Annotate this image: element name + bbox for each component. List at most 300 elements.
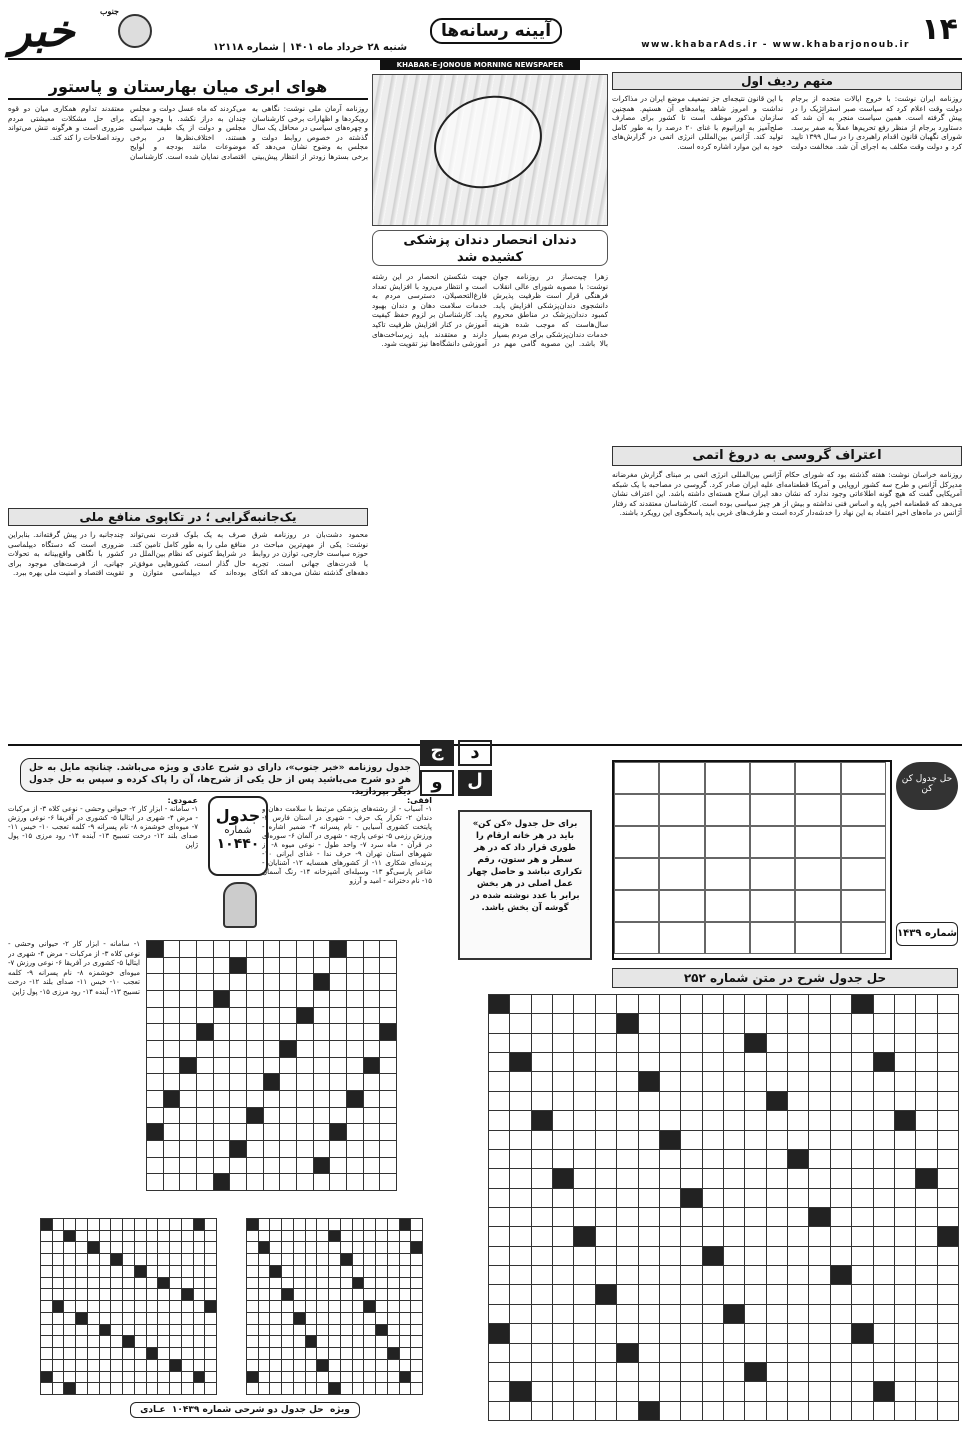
kenken-cell[interactable]: [750, 826, 795, 858]
grid-cell[interactable]: [296, 940, 314, 958]
grid-cell: [616, 1265, 638, 1285]
grid-cell[interactable]: [229, 1123, 247, 1141]
grid-cell[interactable]: [163, 1073, 181, 1091]
grid-cell[interactable]: [263, 973, 281, 991]
grid-cell[interactable]: [363, 1040, 381, 1058]
grid-cell[interactable]: [246, 1090, 264, 1108]
grid-cell[interactable]: [313, 1090, 331, 1108]
kenken-cell[interactable]: [795, 922, 840, 954]
grid-cell: [894, 1130, 916, 1150]
grid-cell[interactable]: [246, 940, 264, 958]
grid-cell[interactable]: [279, 973, 297, 991]
grid-cell[interactable]: [346, 1040, 364, 1058]
grid-cell[interactable]: [146, 1140, 164, 1158]
grid-cell[interactable]: [379, 957, 397, 975]
kenken-cell[interactable]: [659, 890, 704, 922]
grid-cell[interactable]: [146, 1073, 164, 1091]
kenken-cell[interactable]: [705, 890, 750, 922]
grid-cell[interactable]: [246, 1157, 264, 1175]
kenken-cell[interactable]: [750, 890, 795, 922]
grid-cell[interactable]: [363, 1007, 381, 1025]
grid-cell[interactable]: [346, 1107, 364, 1125]
grid-cell[interactable]: [213, 1090, 231, 1108]
grid-cell[interactable]: [329, 1123, 347, 1141]
kenken-cell[interactable]: [750, 762, 795, 794]
kenken-cell[interactable]: [795, 858, 840, 890]
grid-cell[interactable]: [279, 1023, 297, 1041]
grid-cell[interactable]: [363, 973, 381, 991]
grid-cell[interactable]: [179, 1157, 197, 1175]
website-urls[interactable]: www.khabarAds.ir - www.khabarjonoub.ir: [641, 40, 910, 50]
grid-cell[interactable]: [313, 1107, 331, 1125]
grid-cell[interactable]: [379, 1007, 397, 1025]
grid-cell[interactable]: [179, 1057, 197, 1075]
grid-cell[interactable]: [263, 1007, 281, 1025]
grid-cell[interactable]: [196, 1107, 214, 1125]
grid-cell: [680, 1149, 702, 1169]
grid-cell[interactable]: [213, 1140, 231, 1158]
kenken-cell[interactable]: [659, 794, 704, 826]
grid-cell: [808, 1188, 830, 1208]
grid-cell: [552, 1013, 574, 1033]
grid-cell[interactable]: [163, 1040, 181, 1058]
grid-cell[interactable]: [379, 1157, 397, 1175]
grid-cell[interactable]: [279, 1090, 297, 1108]
grid-cell[interactable]: [263, 1057, 281, 1075]
grid-cell[interactable]: [163, 1007, 181, 1025]
grid-cell[interactable]: [313, 1040, 331, 1058]
kenken-cell[interactable]: [705, 826, 750, 858]
grid-cell[interactable]: [179, 1007, 197, 1025]
grid-cell: [616, 1207, 638, 1227]
grid-cell[interactable]: [163, 1157, 181, 1175]
grid-cell[interactable]: [313, 1023, 331, 1041]
grid-cell[interactable]: [263, 957, 281, 975]
grid-cell[interactable]: [196, 1090, 214, 1108]
grid-cell[interactable]: [329, 990, 347, 1008]
grid-cell[interactable]: [279, 1123, 297, 1141]
grid-cell[interactable]: [246, 1107, 264, 1125]
grid-cell[interactable]: [313, 1173, 331, 1191]
grid-cell[interactable]: [146, 1057, 164, 1075]
grid-cell[interactable]: [329, 1157, 347, 1175]
grid-cell[interactable]: [229, 1107, 247, 1125]
grid-cell: [766, 1071, 788, 1091]
grid-cell[interactable]: [146, 957, 164, 975]
grid-cell: [509, 1207, 531, 1227]
grid-cell: [616, 1304, 638, 1324]
grid-cell[interactable]: [246, 1057, 264, 1075]
grid-cell[interactable]: [279, 957, 297, 975]
grid-cell[interactable]: [363, 1023, 381, 1041]
grid-cell[interactable]: [346, 940, 364, 958]
grid-cell[interactable]: [246, 1140, 264, 1158]
grid-cell[interactable]: [229, 1023, 247, 1041]
grid-cell[interactable]: [213, 1057, 231, 1075]
grid-cell[interactable]: [213, 1173, 231, 1191]
grid-cell[interactable]: [263, 1040, 281, 1058]
grid-cell[interactable]: [229, 1057, 247, 1075]
grid-cell[interactable]: [346, 1090, 364, 1108]
grid-cell: [509, 1304, 531, 1324]
grid-cell: [509, 1343, 531, 1363]
grid-cell[interactable]: [229, 940, 247, 958]
kenken-cell[interactable]: [705, 922, 750, 954]
grid-cell[interactable]: [296, 1123, 314, 1141]
grid-cell[interactable]: [379, 1023, 397, 1041]
grid-cell[interactable]: [146, 1173, 164, 1191]
grid-cell[interactable]: [213, 1023, 231, 1041]
kenken-cell[interactable]: [841, 762, 886, 794]
grid-cell[interactable]: [329, 940, 347, 958]
grid-cell[interactable]: [296, 1173, 314, 1191]
grid-cell: [894, 1013, 916, 1033]
grid-cell[interactable]: [163, 973, 181, 991]
grid-cell[interactable]: [229, 1090, 247, 1108]
grid-cell[interactable]: [263, 1090, 281, 1108]
ofoghi-heading: افقی:: [406, 796, 432, 805]
grid-cell[interactable]: [229, 1173, 247, 1191]
grid-cell[interactable]: [346, 990, 364, 1008]
grid-cell[interactable]: [246, 1173, 264, 1191]
grid-cell: [787, 1013, 809, 1033]
grid-cell[interactable]: [279, 990, 297, 1008]
grid-cell[interactable]: [296, 1007, 314, 1025]
grid-cell[interactable]: [263, 1023, 281, 1041]
grid-cell: [744, 1071, 766, 1091]
kenken-cell[interactable]: [614, 858, 659, 890]
kenken-cell[interactable]: [614, 794, 659, 826]
grid-cell[interactable]: [163, 940, 181, 958]
grid-cell[interactable]: [313, 1140, 331, 1158]
grid-cell[interactable]: [246, 990, 264, 1008]
grid-cell[interactable]: [163, 1107, 181, 1125]
grid-cell[interactable]: [329, 1090, 347, 1108]
grid-cell[interactable]: [146, 1090, 164, 1108]
grid-cell[interactable]: [163, 1140, 181, 1158]
grid-cell[interactable]: [279, 1007, 297, 1025]
grid-cell[interactable]: [246, 1073, 264, 1091]
grid-cell[interactable]: [163, 1123, 181, 1141]
grid-cell[interactable]: [263, 1123, 281, 1141]
grid-cell[interactable]: [313, 1007, 331, 1025]
grid-cell: [937, 1149, 959, 1169]
grid-cell[interactable]: [146, 940, 164, 958]
grid-cell[interactable]: [329, 1007, 347, 1025]
grid-cell[interactable]: [346, 1123, 364, 1141]
grid-cell[interactable]: [296, 1157, 314, 1175]
grid-cell: [873, 1091, 895, 1111]
grid-cell: [937, 1226, 959, 1246]
grid-cell[interactable]: [313, 990, 331, 1008]
grid-cell[interactable]: [196, 957, 214, 975]
grid-cell[interactable]: [296, 1040, 314, 1058]
grid-cell: [915, 1323, 937, 1343]
grid-cell[interactable]: [346, 1073, 364, 1091]
kenken-cell[interactable]: [659, 858, 704, 890]
grid-cell: [659, 1110, 681, 1130]
grid-cell[interactable]: [363, 1073, 381, 1091]
grid-cell[interactable]: [263, 1107, 281, 1125]
grid-cell[interactable]: [229, 1140, 247, 1158]
kenken-cell[interactable]: [795, 890, 840, 922]
grid-cell[interactable]: [379, 1040, 397, 1058]
grid-cell[interactable]: [329, 1173, 347, 1191]
grid-cell[interactable]: [296, 957, 314, 975]
kenken-cell[interactable]: [614, 890, 659, 922]
kenken-cell[interactable]: [841, 858, 886, 890]
grid-cell[interactable]: [379, 973, 397, 991]
grid-cell[interactable]: [179, 1107, 197, 1125]
grid-cell[interactable]: [346, 957, 364, 975]
grid-cell[interactable]: [196, 1040, 214, 1058]
grid-cell[interactable]: [246, 1023, 264, 1041]
grid-cell[interactable]: [229, 1157, 247, 1175]
grid-cell[interactable]: [363, 1157, 381, 1175]
grid-cell[interactable]: [329, 1023, 347, 1041]
grid-cell[interactable]: [196, 1123, 214, 1141]
grid-cell[interactable]: [329, 973, 347, 991]
grid-cell[interactable]: [379, 1140, 397, 1158]
grid-cell[interactable]: [296, 973, 314, 991]
grid-cell[interactable]: [179, 1090, 197, 1108]
grid-cell[interactable]: [313, 973, 331, 991]
grid-cell: [723, 1265, 745, 1285]
grid-cell[interactable]: [279, 1107, 297, 1125]
grid-cell[interactable]: [346, 973, 364, 991]
kenken-cell[interactable]: [705, 762, 750, 794]
grid-cell: [616, 1013, 638, 1033]
kenken-cell[interactable]: [795, 794, 840, 826]
grid-cell[interactable]: [146, 1107, 164, 1125]
grid-cell[interactable]: [379, 1057, 397, 1075]
kenken-cell[interactable]: [614, 762, 659, 794]
grid-cell[interactable]: [196, 1073, 214, 1091]
grid-cell[interactable]: [329, 1073, 347, 1091]
grid-cell[interactable]: [213, 1040, 231, 1058]
grid-cell[interactable]: [179, 1073, 197, 1091]
grid-cell[interactable]: [179, 957, 197, 975]
kenken-cell[interactable]: [750, 858, 795, 890]
grid-cell: [766, 1168, 788, 1188]
grid-cell[interactable]: [313, 957, 331, 975]
grid-cell[interactable]: [246, 973, 264, 991]
grid-cell[interactable]: [213, 1007, 231, 1025]
grid-cell[interactable]: [213, 1107, 231, 1125]
grid-cell[interactable]: [379, 1107, 397, 1125]
grid-cell[interactable]: [146, 1023, 164, 1041]
grid-cell[interactable]: [246, 1040, 264, 1058]
grid-cell[interactable]: [313, 1057, 331, 1075]
grid-cell[interactable]: [346, 1173, 364, 1191]
grid-cell[interactable]: [363, 1123, 381, 1141]
grid-cell[interactable]: [146, 1040, 164, 1058]
grid-cell[interactable]: [363, 940, 381, 958]
grid-cell[interactable]: [196, 990, 214, 1008]
grid-cell[interactable]: [379, 1173, 397, 1191]
kenken-cell[interactable]: [750, 794, 795, 826]
grid-cell[interactable]: [163, 1090, 181, 1108]
grid-cell[interactable]: [179, 940, 197, 958]
grid-cell[interactable]: [196, 1173, 214, 1191]
grid-cell[interactable]: [346, 1057, 364, 1075]
grid-cell[interactable]: [313, 1073, 331, 1091]
grid-cell[interactable]: [146, 1007, 164, 1025]
grid-cell[interactable]: [329, 1057, 347, 1075]
grid-cell[interactable]: [163, 1023, 181, 1041]
grid-cell[interactable]: [179, 1140, 197, 1158]
grid-cell[interactable]: [279, 1157, 297, 1175]
kenken-cell[interactable]: [659, 762, 704, 794]
grid-cell[interactable]: [379, 990, 397, 1008]
grid-cell[interactable]: [163, 1057, 181, 1075]
grid-cell[interactable]: [196, 1007, 214, 1025]
grid-cell[interactable]: [229, 957, 247, 975]
grid-cell: [531, 1149, 553, 1169]
grid-cell[interactable]: [146, 1157, 164, 1175]
grid-cell[interactable]: [196, 1140, 214, 1158]
grid-cell: [873, 1013, 895, 1033]
grid-cell[interactable]: [379, 1073, 397, 1091]
kenken-cell[interactable]: [841, 922, 886, 954]
grid-cell[interactable]: [313, 940, 331, 958]
grid-cell[interactable]: [179, 1040, 197, 1058]
grid-cell[interactable]: [246, 957, 264, 975]
grid-cell[interactable]: [146, 973, 164, 991]
grid-cell: [894, 1071, 916, 1091]
grid-cell[interactable]: [379, 940, 397, 958]
crossword-grid[interactable]: [146, 940, 396, 1190]
grid-cell[interactable]: [263, 990, 281, 1008]
grid-cell[interactable]: [296, 1107, 314, 1125]
grid-cell[interactable]: [363, 957, 381, 975]
grid-cell[interactable]: [196, 1057, 214, 1075]
grid-cell[interactable]: [229, 990, 247, 1008]
kenken-cell[interactable]: [795, 826, 840, 858]
grid-cell: [787, 1168, 809, 1188]
grid-cell[interactable]: [296, 990, 314, 1008]
grid-cell[interactable]: [179, 1123, 197, 1141]
grid-cell: [873, 1265, 895, 1285]
grid-cell[interactable]: [329, 1040, 347, 1058]
grid-cell[interactable]: [213, 1157, 231, 1175]
grid-cell[interactable]: [163, 1173, 181, 1191]
grid-cell[interactable]: [263, 940, 281, 958]
grid-cell[interactable]: [213, 940, 231, 958]
grid-cell[interactable]: [363, 1057, 381, 1075]
grid-cell[interactable]: [379, 1090, 397, 1108]
kenken-cell[interactable]: [841, 890, 886, 922]
grid-cell[interactable]: [263, 1157, 281, 1175]
grid-cell[interactable]: [263, 1073, 281, 1091]
grid-cell[interactable]: [346, 1007, 364, 1025]
grid-cell[interactable]: [279, 1040, 297, 1058]
kenken-cell[interactable]: [841, 794, 886, 826]
grid-cell[interactable]: [229, 1040, 247, 1058]
grid-cell[interactable]: [196, 973, 214, 991]
grid-cell[interactable]: [246, 1123, 264, 1141]
grid-cell: [488, 1052, 510, 1072]
kenken-cell[interactable]: [659, 826, 704, 858]
grid-cell[interactable]: [363, 1173, 381, 1191]
kenken-cell[interactable]: [705, 794, 750, 826]
grid-cell: [595, 1188, 617, 1208]
grid-cell[interactable]: [279, 1140, 297, 1158]
kenken-grid[interactable]: [612, 760, 892, 960]
grid-cell: [488, 1265, 510, 1285]
grid-cell[interactable]: [213, 957, 231, 975]
grid-cell[interactable]: [313, 1157, 331, 1175]
kenken-cell[interactable]: [795, 762, 840, 794]
grid-cell[interactable]: [329, 1140, 347, 1158]
kenken-cell[interactable]: [750, 922, 795, 954]
grid-cell[interactable]: [229, 1073, 247, 1091]
grid-cell[interactable]: [179, 1173, 197, 1191]
grid-cell[interactable]: [346, 1157, 364, 1175]
grid-cell[interactable]: [213, 1123, 231, 1141]
grid-cell[interactable]: [213, 1073, 231, 1091]
grid-cell[interactable]: [213, 973, 231, 991]
grid-cell[interactable]: [229, 973, 247, 991]
kenken-cell[interactable]: [659, 922, 704, 954]
grid-cell[interactable]: [213, 990, 231, 1008]
grid-cell[interactable]: [263, 1173, 281, 1191]
grid-cell[interactable]: [329, 1107, 347, 1125]
grid-cell[interactable]: [296, 1057, 314, 1075]
grid-cell[interactable]: [179, 973, 197, 991]
grid-cell[interactable]: [363, 1090, 381, 1108]
grid-cell[interactable]: [313, 1123, 331, 1141]
grid-cell[interactable]: [146, 1123, 164, 1141]
grid-cell[interactable]: [263, 1140, 281, 1158]
grid-cell[interactable]: [363, 1107, 381, 1125]
kenken-cell[interactable]: [705, 858, 750, 890]
grid-cell[interactable]: [296, 1090, 314, 1108]
grid-cell: [531, 1130, 553, 1150]
grid-cell[interactable]: [279, 1057, 297, 1075]
grid-cell[interactable]: [296, 1023, 314, 1041]
kenken-cell[interactable]: [614, 922, 659, 954]
grid-cell[interactable]: [296, 1073, 314, 1091]
grid-cell[interactable]: [279, 940, 297, 958]
grid-cell[interactable]: [163, 990, 181, 1008]
grid-cell[interactable]: [163, 957, 181, 975]
kenken-cell[interactable]: [841, 826, 886, 858]
grid-cell[interactable]: [279, 1173, 297, 1191]
grid-cell[interactable]: [179, 990, 197, 1008]
grid-cell: [616, 1168, 638, 1188]
grid-cell[interactable]: [329, 957, 347, 975]
kenken-cell[interactable]: [614, 826, 659, 858]
grid-cell[interactable]: [363, 1140, 381, 1158]
grid-cell: [680, 1304, 702, 1324]
grid-cell[interactable]: [279, 1073, 297, 1091]
grid-cell: [787, 1381, 809, 1401]
grid-cell[interactable]: [196, 1157, 214, 1175]
grid-cell[interactable]: [196, 940, 214, 958]
grid-cell[interactable]: [379, 1123, 397, 1141]
grid-cell[interactable]: [196, 1023, 214, 1041]
grid-cell[interactable]: [296, 1140, 314, 1158]
grid-cell[interactable]: [363, 990, 381, 1008]
grid-cell[interactable]: [346, 1023, 364, 1041]
grid-cell[interactable]: [346, 1140, 364, 1158]
grid-cell[interactable]: [246, 1007, 264, 1025]
grid-cell: [894, 994, 916, 1014]
grid-cell[interactable]: [179, 1023, 197, 1041]
grid-cell[interactable]: [146, 990, 164, 1008]
grid-cell[interactable]: [229, 1007, 247, 1025]
